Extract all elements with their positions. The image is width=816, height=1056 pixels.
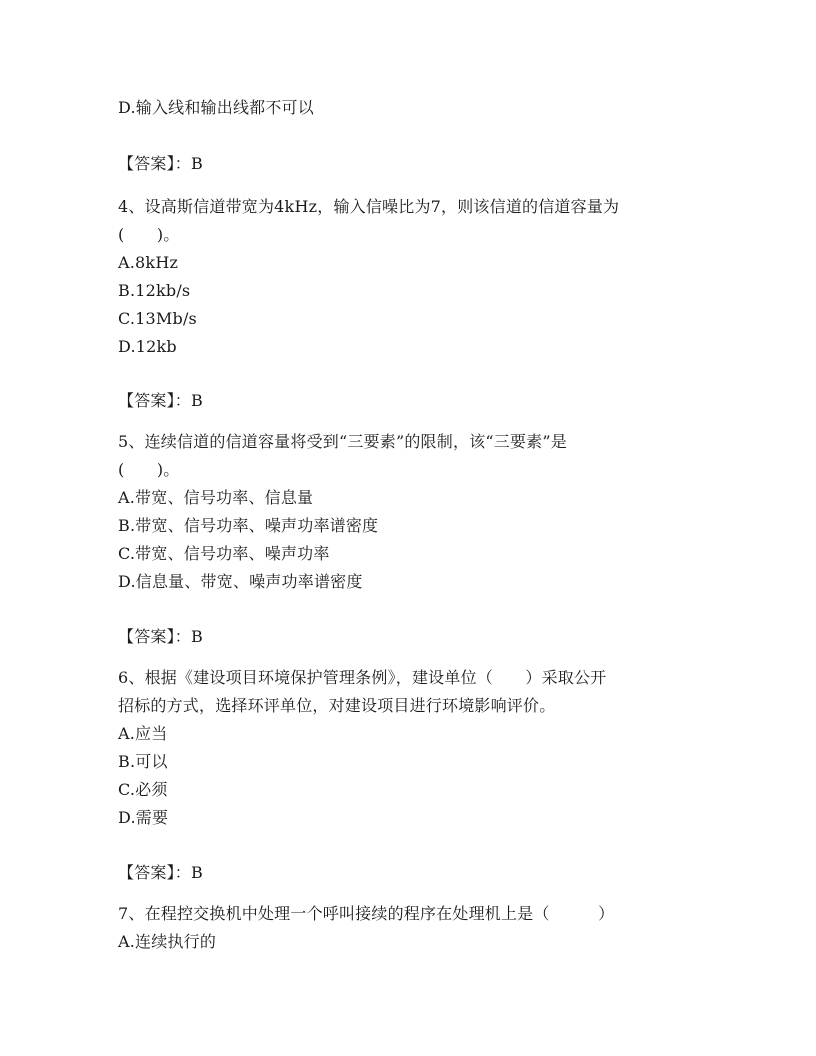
question-stem-continued: 招标的方式，选择环评单位，对建设项目进行环境影响评价。 xyxy=(118,696,556,715)
option-c: C.13Mb/s xyxy=(118,309,197,328)
option-c: C.必须 xyxy=(118,780,168,799)
option-a: A.连续执行的 xyxy=(118,932,217,951)
option-b: B.可以 xyxy=(118,752,168,771)
option-b: B.带宽、信号功率、噪声功率谱密度 xyxy=(118,516,379,535)
question-stem-continued: ( )。 xyxy=(118,225,180,244)
option-a: A.应当 xyxy=(118,724,168,743)
answer-line: 【答案】：B xyxy=(118,391,203,410)
answer-line: 【答案】：B xyxy=(118,863,203,882)
option-d: D.12kb xyxy=(118,337,177,356)
answer-line: 【答案】：B xyxy=(118,154,203,173)
option-d: D.需要 xyxy=(118,808,169,827)
option-a: A.8kHz xyxy=(118,253,179,272)
question-stem: 4、设高斯信道带宽为4kHz，输入信噪比为7，则该信道的信道容量为 xyxy=(118,197,620,216)
option-d: D.输入线和输出线都不可以 xyxy=(118,98,314,117)
option-c: C.带宽、信号功率、噪声功率 xyxy=(118,544,330,563)
answer-line: 【答案】：B xyxy=(118,627,203,646)
question-stem: 6、根据《建设项目环境保护管理条例》，建设单位（ ）采取公开 xyxy=(118,668,607,687)
question-stem: 7、在程控交换机中处理一个呼叫接续的程序在处理机上是（ ） xyxy=(118,904,615,923)
option-b: B.12kb/s xyxy=(118,281,191,300)
question-stem: 5、连续信道的信道容量将受到“三要素”的限制，该“三要素”是 xyxy=(118,432,567,451)
option-d: D.信息量、带宽、噪声功率谱密度 xyxy=(118,572,363,591)
question-stem-continued: ( )。 xyxy=(118,460,180,479)
option-a: A.带宽、信号功率、信息量 xyxy=(118,488,314,507)
